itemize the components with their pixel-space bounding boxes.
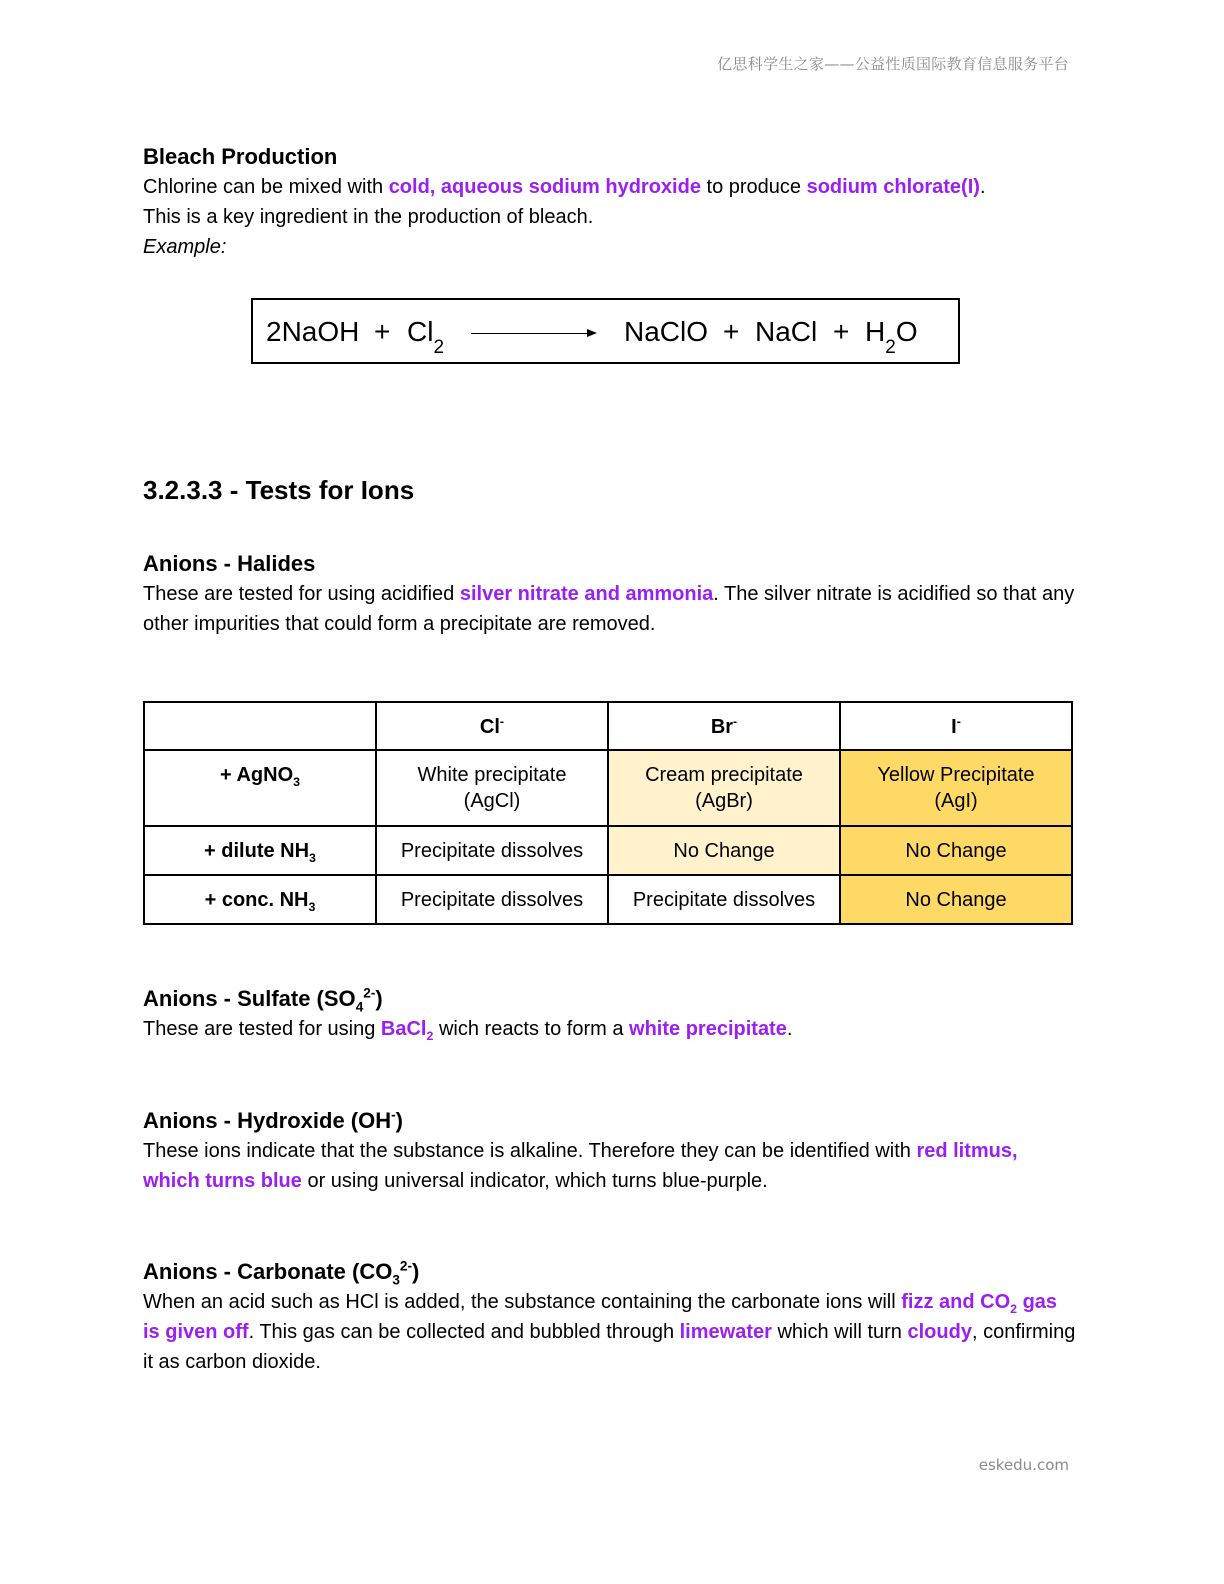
text-run: Anions - Sulfate (SO bbox=[143, 986, 356, 1011]
table-row bbox=[144, 875, 1072, 924]
hydroxide-title bbox=[143, 1106, 1078, 1136]
superscript: - bbox=[499, 714, 505, 729]
text-run: + AgNO bbox=[219, 764, 294, 786]
subscript: 2 bbox=[1010, 1302, 1018, 1316]
text-run: gas is given off bbox=[143, 1291, 1058, 1343]
text-run: (AgBr) bbox=[695, 790, 753, 812]
product-naclo: NaClO bbox=[624, 316, 709, 347]
reactant-cl2 bbox=[407, 314, 445, 358]
highlight-cloudy: cloudy bbox=[907, 1321, 972, 1343]
subscript: 3 bbox=[293, 775, 301, 789]
text-run: I bbox=[951, 716, 957, 738]
table-cell bbox=[608, 750, 840, 826]
section-title: 3.2.3.3 - Tests for Ions bbox=[143, 475, 415, 505]
reactant-naoh: 2NaOH bbox=[266, 316, 360, 347]
text-run: Anions - Hydroxide (OH bbox=[143, 1108, 392, 1133]
text-run: fizz and CO bbox=[901, 1291, 1011, 1313]
bleach-paragraph-2: This is a key ingredient in the production of bleach. bbox=[143, 206, 594, 228]
highlight-limewater: limewater bbox=[679, 1321, 772, 1343]
text-run: ) bbox=[412, 1259, 420, 1284]
row-label-agno3 bbox=[144, 750, 376, 826]
table-header-row bbox=[144, 702, 1072, 750]
text-run: Cream precipitate bbox=[645, 764, 803, 786]
table-cell: Precipitate dissolves bbox=[376, 875, 608, 924]
highlight-white-precipitate: white precipitate bbox=[629, 1018, 787, 1040]
text-run: wich reacts to form a bbox=[433, 1018, 630, 1040]
text-run: Yellow Precipitate bbox=[877, 764, 1035, 786]
table-row bbox=[144, 750, 1072, 826]
text-run: O bbox=[895, 316, 918, 347]
text-run: + conc. NH bbox=[204, 889, 309, 911]
sulfate-paragraph bbox=[143, 1014, 1078, 1044]
halide-tests-table bbox=[143, 701, 1073, 925]
product-h2o bbox=[865, 314, 918, 358]
text-run: H bbox=[865, 316, 886, 347]
table-header-empty bbox=[144, 702, 376, 750]
highlight-bacl2 bbox=[380, 1018, 434, 1043]
table-header-cl bbox=[376, 702, 608, 750]
sulfate-title bbox=[143, 984, 1078, 1014]
text-run: These ions indicate that the substance is alkaline. Therefore they can be identified with bbox=[143, 1140, 917, 1162]
text-run: + dilute NH bbox=[204, 840, 310, 862]
table-cell: Precipitate dissolves bbox=[608, 875, 840, 924]
sulfate-section bbox=[143, 984, 1078, 1044]
text-run: BaCl bbox=[380, 1018, 427, 1040]
carbonate-section bbox=[143, 1257, 1078, 1377]
text-run: ) bbox=[375, 986, 383, 1011]
subscript: 2 bbox=[885, 337, 896, 358]
page-header: 亿思科学生之家——公益性质国际教育信息服务平台 bbox=[717, 55, 1069, 73]
highlight-sodium-chlorate: sodium chlorate(I) bbox=[806, 176, 980, 198]
subscript: 2 bbox=[426, 1029, 434, 1043]
subscript: 4 bbox=[355, 999, 364, 1015]
table-row bbox=[144, 826, 1072, 875]
text-run: or using universal indicator, which turns blue-purple. bbox=[301, 1170, 768, 1192]
highlight-silver-nitrate: silver nitrate and ammonia bbox=[459, 583, 714, 605]
section-heading bbox=[143, 473, 1078, 507]
bleach-section bbox=[143, 142, 1078, 262]
text-run: , confirming it as carbon dioxide. bbox=[143, 1321, 1076, 1373]
subscript: 3 bbox=[308, 900, 316, 914]
subscript: 3 bbox=[392, 1272, 400, 1288]
subscript: 3 bbox=[309, 851, 316, 865]
text-run: (AgI) bbox=[934, 790, 978, 812]
plus-sign: + bbox=[374, 316, 391, 347]
text-run: These are tested for using bbox=[143, 1018, 381, 1040]
bleach-paragraph bbox=[143, 172, 1078, 202]
text-run: Anions - Carbonate (CO bbox=[143, 1259, 393, 1284]
superscript: - bbox=[956, 714, 961, 729]
table-cell: Precipitate dissolves bbox=[376, 826, 608, 875]
text-run: . bbox=[979, 176, 986, 198]
halides-section bbox=[143, 549, 1078, 639]
table-header-br bbox=[608, 702, 840, 750]
table-cell: No Change bbox=[840, 826, 1072, 875]
highlight-cold-aqueous-naoh: cold, aqueous sodium hydroxide bbox=[388, 176, 701, 198]
page-footer: eskedu.com bbox=[978, 1456, 1069, 1474]
equation-box bbox=[251, 298, 960, 364]
superscript: 2- bbox=[363, 985, 376, 1001]
table-cell: No Change bbox=[608, 826, 840, 875]
text-run: When an acid such as HCl is added, the substance containing the carbonate ions will bbox=[143, 1291, 902, 1313]
carbonate-paragraph bbox=[143, 1287, 1078, 1377]
carbonate-title bbox=[143, 1257, 1078, 1287]
highlight-red-litmus: red litmus, which turns blue bbox=[143, 1140, 1018, 1192]
superscript: 2- bbox=[399, 1258, 413, 1274]
table-cell bbox=[376, 750, 608, 826]
text-run: Br bbox=[710, 716, 734, 738]
text-run: to produce bbox=[700, 176, 807, 198]
text-run: . bbox=[786, 1018, 793, 1040]
example-label: Example: bbox=[143, 236, 227, 258]
hydroxide-paragraph bbox=[143, 1136, 1078, 1196]
hydroxide-section bbox=[143, 1106, 1078, 1196]
table-header-i bbox=[840, 702, 1072, 750]
text-run: which will turn bbox=[771, 1321, 908, 1343]
product-nacl: NaCl bbox=[755, 316, 818, 347]
text-run: Cl bbox=[479, 716, 500, 738]
superscript: - bbox=[733, 714, 738, 729]
text-run: Chlorine can be mixed with bbox=[143, 176, 389, 198]
text-run: White precipitate bbox=[417, 764, 567, 786]
plus-sign: + bbox=[723, 316, 740, 347]
row-label-dilute-nh3 bbox=[144, 826, 376, 875]
bleach-title: Bleach Production bbox=[143, 144, 338, 169]
text-run: . The silver nitrate is acidified so that any other impurities that could form a precipitate are removed. bbox=[143, 583, 1075, 635]
text-run: Cl bbox=[407, 316, 434, 347]
table-cell: No Change bbox=[840, 875, 1072, 924]
reaction-arrow-icon bbox=[471, 333, 595, 334]
row-label-conc-nh3 bbox=[144, 875, 376, 924]
text-run: . This gas can be collected and bubbled through bbox=[248, 1321, 680, 1343]
text-run: These are tested for using acidified bbox=[143, 583, 460, 605]
subscript: 2 bbox=[433, 337, 445, 358]
plus-sign: + bbox=[833, 316, 850, 347]
halides-paragraph bbox=[143, 579, 1078, 639]
superscript: - bbox=[391, 1107, 396, 1123]
table-cell bbox=[840, 750, 1072, 826]
halides-title: Anions - Halides bbox=[143, 551, 316, 576]
text-run: ) bbox=[395, 1108, 403, 1133]
text-run: (AgCl) bbox=[463, 790, 521, 812]
